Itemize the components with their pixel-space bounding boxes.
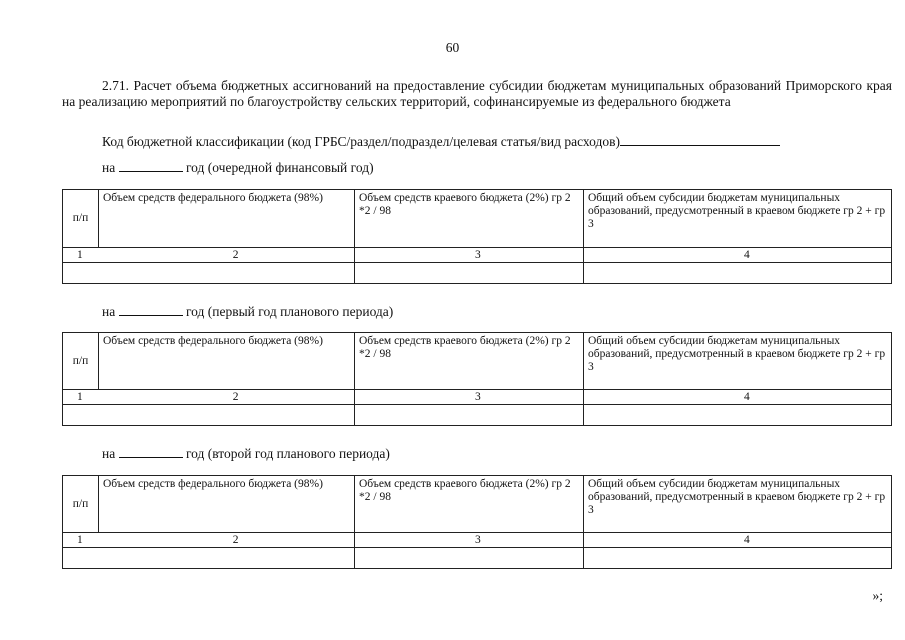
year-line-3	[102, 445, 390, 462]
closing-quote: »;	[872, 588, 883, 603]
empty-cell-3	[355, 548, 584, 569]
number-cell-3: 3	[355, 390, 584, 405]
budget-code-blank	[620, 133, 780, 146]
page-number: 60	[445, 40, 460, 55]
header-cell-regional: Объем средств краевого бюджета (2%) гр 2 *2 / 98	[355, 333, 584, 390]
header-cell-pp: п/п	[63, 476, 99, 533]
empty-cell-4	[584, 548, 892, 569]
table-header-row	[63, 476, 892, 533]
table-header-row	[63, 190, 892, 248]
table-number-row	[63, 248, 892, 263]
header-cell-total: Общий объем субсидии бюджетам муниципальных образований, предусмотренный в краевом бюджете гр 2 + гр 3	[584, 333, 892, 390]
calc-table-3	[62, 475, 892, 569]
table-empty-row	[63, 405, 892, 426]
empty-cell-1-2	[63, 263, 355, 284]
header-cell-federal: Объем средств федерального бюджета (98%)	[99, 333, 355, 390]
year-line-2	[102, 303, 393, 320]
empty-cell-1-2	[63, 405, 355, 426]
number-cell-4: 4	[584, 248, 892, 263]
budget-code-line	[102, 133, 780, 150]
section-title: Расчет объема бюджетных ассигнований на предоставление субсидии бюджетам муниципальных образований Приморского края на реализацию мероприятий по благоустройству сельских территорий, софинансируемые из федерального бюджета	[62, 78, 893, 109]
year-blank	[119, 445, 183, 458]
header-cell-federal: Объем средств федерального бюджета (98%)	[99, 476, 355, 533]
empty-cell-4	[584, 405, 892, 426]
year-blank	[119, 303, 183, 316]
empty-cell-1-2	[63, 548, 355, 569]
table-number-row	[63, 533, 892, 548]
empty-cell-3	[355, 263, 584, 284]
number-cell-3: 3	[355, 533, 584, 548]
number-cell-3: 3	[355, 248, 584, 263]
header-cell-regional: Объем средств краевого бюджета (2%) гр 2 *2 / 98	[355, 476, 584, 533]
section-heading	[62, 78, 892, 109]
empty-cell-4	[584, 263, 892, 284]
empty-cell-3	[355, 405, 584, 426]
number-cell-1-2: 1 2	[63, 533, 355, 548]
table-number-row	[63, 390, 892, 405]
section-number: 2.71.	[102, 78, 129, 93]
number-cell-4: 4	[584, 390, 892, 405]
budget-code-label: Код бюджетной классификации (код ГРБС/раздел/подраздел/целевая статья/вид расходов)	[102, 134, 620, 149]
header-cell-regional: Объем средств краевого бюджета (2%) гр 2 *2 / 98	[355, 190, 584, 248]
year-prefix: на	[102, 446, 116, 461]
header-cell-total: Общий объем субсидии бюджетам муниципальных образований, предусмотренный в краевом бюджете гр 2 + гр 3	[584, 476, 892, 533]
year-prefix: на	[102, 160, 116, 175]
calc-table-2	[62, 332, 892, 426]
number-cell-1-2: 1 2	[63, 390, 355, 405]
table-empty-row	[63, 548, 892, 569]
header-cell-total: Общий объем субсидии бюджетам муниципальных образований, предусмотренный в краевом бюджете гр 2 + гр 3	[584, 190, 892, 248]
year-prefix: на	[102, 304, 116, 319]
number-cell-4: 4	[584, 533, 892, 548]
header-cell-pp: п/п	[63, 333, 99, 390]
year-caption: год (очередной финансовый год)	[185, 160, 374, 175]
year-caption: год (первый год планового периода)	[185, 304, 394, 319]
header-cell-pp: п/п	[63, 190, 99, 248]
year-line-1	[102, 159, 374, 176]
calc-table-1	[62, 189, 892, 284]
table-header-row	[63, 333, 892, 390]
year-blank	[119, 159, 183, 172]
year-caption: год (второй год планового периода)	[185, 446, 390, 461]
header-cell-federal: Объем средств федерального бюджета (98%)	[99, 190, 355, 248]
number-cell-1-2: 1 2	[63, 248, 355, 263]
table-empty-row	[63, 263, 892, 284]
